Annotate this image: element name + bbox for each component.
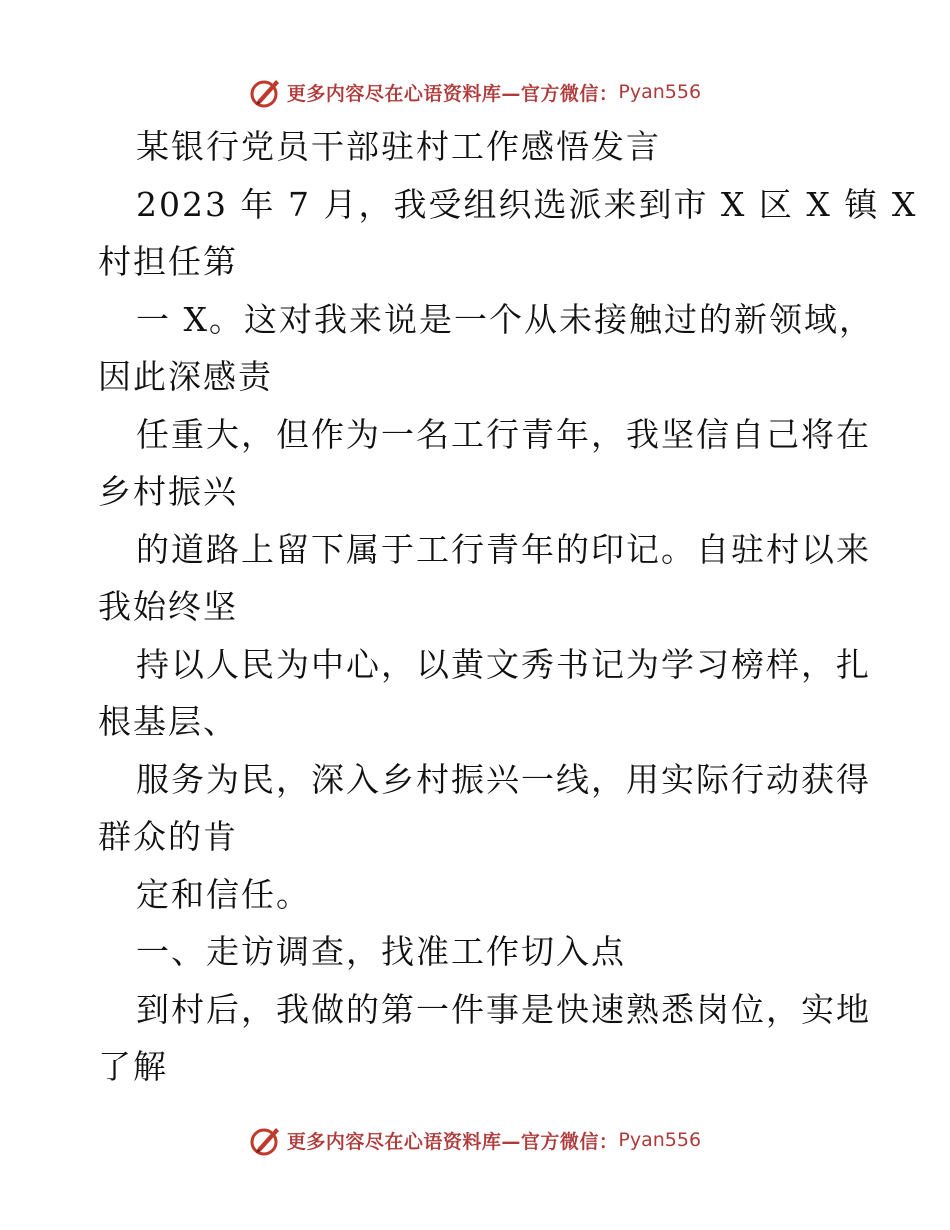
paragraph-line: 村担任第 bbox=[98, 242, 238, 281]
paragraph-line: 群众的肯 bbox=[98, 817, 238, 856]
banner-account: Pyan556 bbox=[618, 81, 702, 103]
quill-pen-logo-icon bbox=[249, 75, 283, 109]
banner-text: 更多内容尽在心语资料库—官方微信： bbox=[286, 1130, 619, 1153]
paragraph-line: 因此深感责 bbox=[98, 357, 273, 396]
paragraph-line: 到村后，我做的第一件事是快速熟悉岗位，实地 bbox=[136, 989, 871, 1029]
paragraph-line: 持以人民为中心，以黄文秀书记为学习榜样，扎 bbox=[136, 644, 871, 684]
paragraph-line: 乡村振兴 bbox=[98, 472, 238, 511]
paragraph-line: 根基层、 bbox=[98, 702, 238, 741]
paragraph-line: 的道路上留下属于工行青年的印记。自驻村以来 bbox=[136, 529, 871, 569]
banner-text: 更多内容尽在心语资料库—官方微信： bbox=[286, 82, 619, 105]
quill-pen-logo-icon bbox=[249, 1123, 283, 1157]
paragraph-line: 任重大，但作为一名工行青年，我坚信自己将在 bbox=[136, 414, 871, 454]
header-watermark-banner bbox=[0, 72, 950, 112]
document-body bbox=[98, 118, 918, 1096]
paragraph-line: 一、走访调查，找准工作切入点 bbox=[136, 932, 626, 971]
paragraph-line: 我始终坚 bbox=[98, 587, 238, 626]
paragraph-line: 一 X。这对我来说是一个从未接触过的新领域， bbox=[136, 299, 874, 339]
paragraph-line: 2023 年 7 月，我受组织选派来到市 X 区 X 镇 X bbox=[136, 184, 918, 224]
paragraph-line: 了解 bbox=[98, 1047, 168, 1086]
document-title: 某银行党员干部驻村工作感悟发言 bbox=[136, 127, 661, 166]
paragraph-line: 定和信任。 bbox=[136, 874, 311, 914]
banner-account: Pyan556 bbox=[618, 1129, 702, 1151]
footer-watermark-banner bbox=[0, 1120, 950, 1160]
paragraph-line: 服务为民，深入乡村振兴一线，用实际行动获得 bbox=[136, 759, 871, 799]
